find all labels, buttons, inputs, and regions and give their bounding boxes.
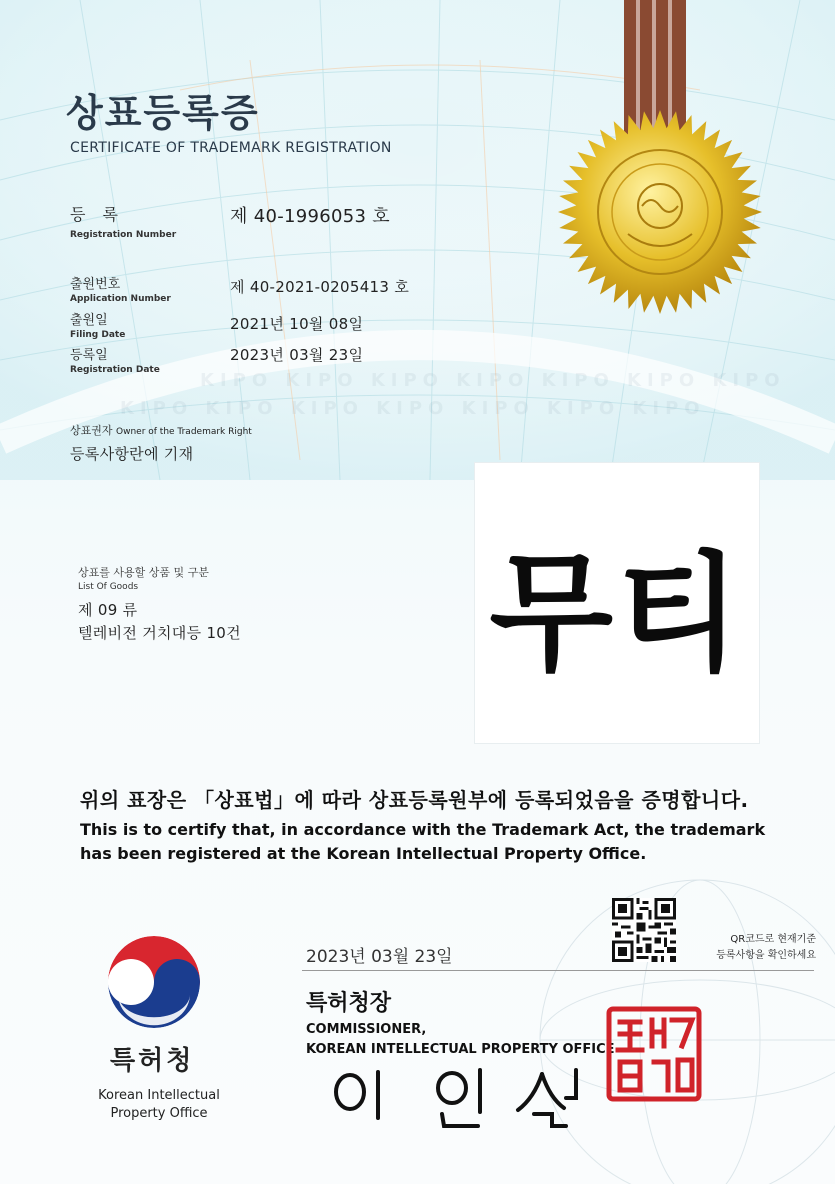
- owner-label: [70, 422, 252, 438]
- qr-code-icon[interactable]: [612, 898, 676, 962]
- goods-label-kr: 상표를 사용할 상품 및 구분: [78, 566, 209, 579]
- registration-date-label-en: Registration Date: [70, 365, 160, 375]
- office-name-kr: 특허청: [110, 1046, 195, 1076]
- owner-label-en: Owner of the Trademark Right: [116, 427, 252, 437]
- goods-label-en: List Of Goods: [78, 582, 139, 592]
- trademark-mark: 무티: [489, 540, 745, 689]
- kipo-watermark: KIPO KIPO KIPO KIPO KIPO KIPO KIPO: [200, 370, 786, 391]
- certification-statement-en-2: has been registered at the Korean Intellectual Property Office.: [80, 844, 647, 863]
- goods-class: 제 09 류: [78, 601, 138, 619]
- office-name-en-2: Property Office: [110, 1106, 208, 1121]
- office-name-en-1: Korean Intellectual: [98, 1088, 220, 1103]
- commissioner-title-en-2: KOREAN INTELLECTUAL PROPERTY OFFICE: [306, 1042, 615, 1057]
- kipo-logo-icon: [104, 932, 204, 1032]
- owner-value: 등록사항란에 기재: [70, 445, 194, 463]
- registration-date: 2023년 03월 23일: [230, 346, 364, 364]
- filing-label-en: Filing Date: [70, 330, 126, 340]
- commissioner-title-en-1: COMMISSIONER,: [306, 1022, 427, 1037]
- signature-icon: [320, 1062, 590, 1132]
- commissioner-title-kr: 특허청장: [306, 991, 392, 1016]
- owner-label-kr: 상표권자: [70, 424, 113, 437]
- official-stamp-icon: [606, 1006, 702, 1102]
- filing-date: 2021년 10월 08일: [230, 315, 364, 333]
- certificate-title-kr: 상표등록증: [66, 91, 260, 135]
- certification-statement-en-1: This is to certify that, in accordance with the Trademark Act, the trademark: [80, 820, 766, 839]
- application-label-en: Application Number: [70, 294, 171, 304]
- divider: [302, 970, 814, 971]
- registration-label-en: Registration Number: [70, 230, 177, 240]
- registration-date-label-kr: 등록일: [70, 348, 108, 363]
- filing-label-kr: 출원일: [70, 313, 108, 328]
- qr-note-line1: QR코드로 현재기준: [730, 934, 816, 945]
- application-label-kr: 출원번호: [70, 277, 121, 292]
- qr-note-line2: 등록사항을 확인하세요: [716, 950, 816, 961]
- certificate-title-en: CERTIFICATE OF TRADEMARK REGISTRATION: [70, 140, 392, 156]
- trademark-box: [474, 462, 760, 744]
- issue-date: 2023년 03월 23일: [306, 947, 453, 967]
- kipo-watermark: KIPO KIPO KIPO KIPO KIPO KIPO KIPO: [120, 398, 706, 419]
- registration-label-kr: 등 록: [70, 205, 124, 224]
- registration-number: 제 40-1996053 호: [230, 206, 390, 227]
- gold-seal-icon: [556, 108, 764, 316]
- certification-statement-kr: 위의 표장은 「상표법」에 따라 상표등록원부에 등록되었음을 증명합니다.: [80, 788, 749, 812]
- goods-items: 텔레비전 거치대등 10건: [78, 624, 241, 642]
- application-number: 제 40-2021-0205413 호: [230, 278, 410, 296]
